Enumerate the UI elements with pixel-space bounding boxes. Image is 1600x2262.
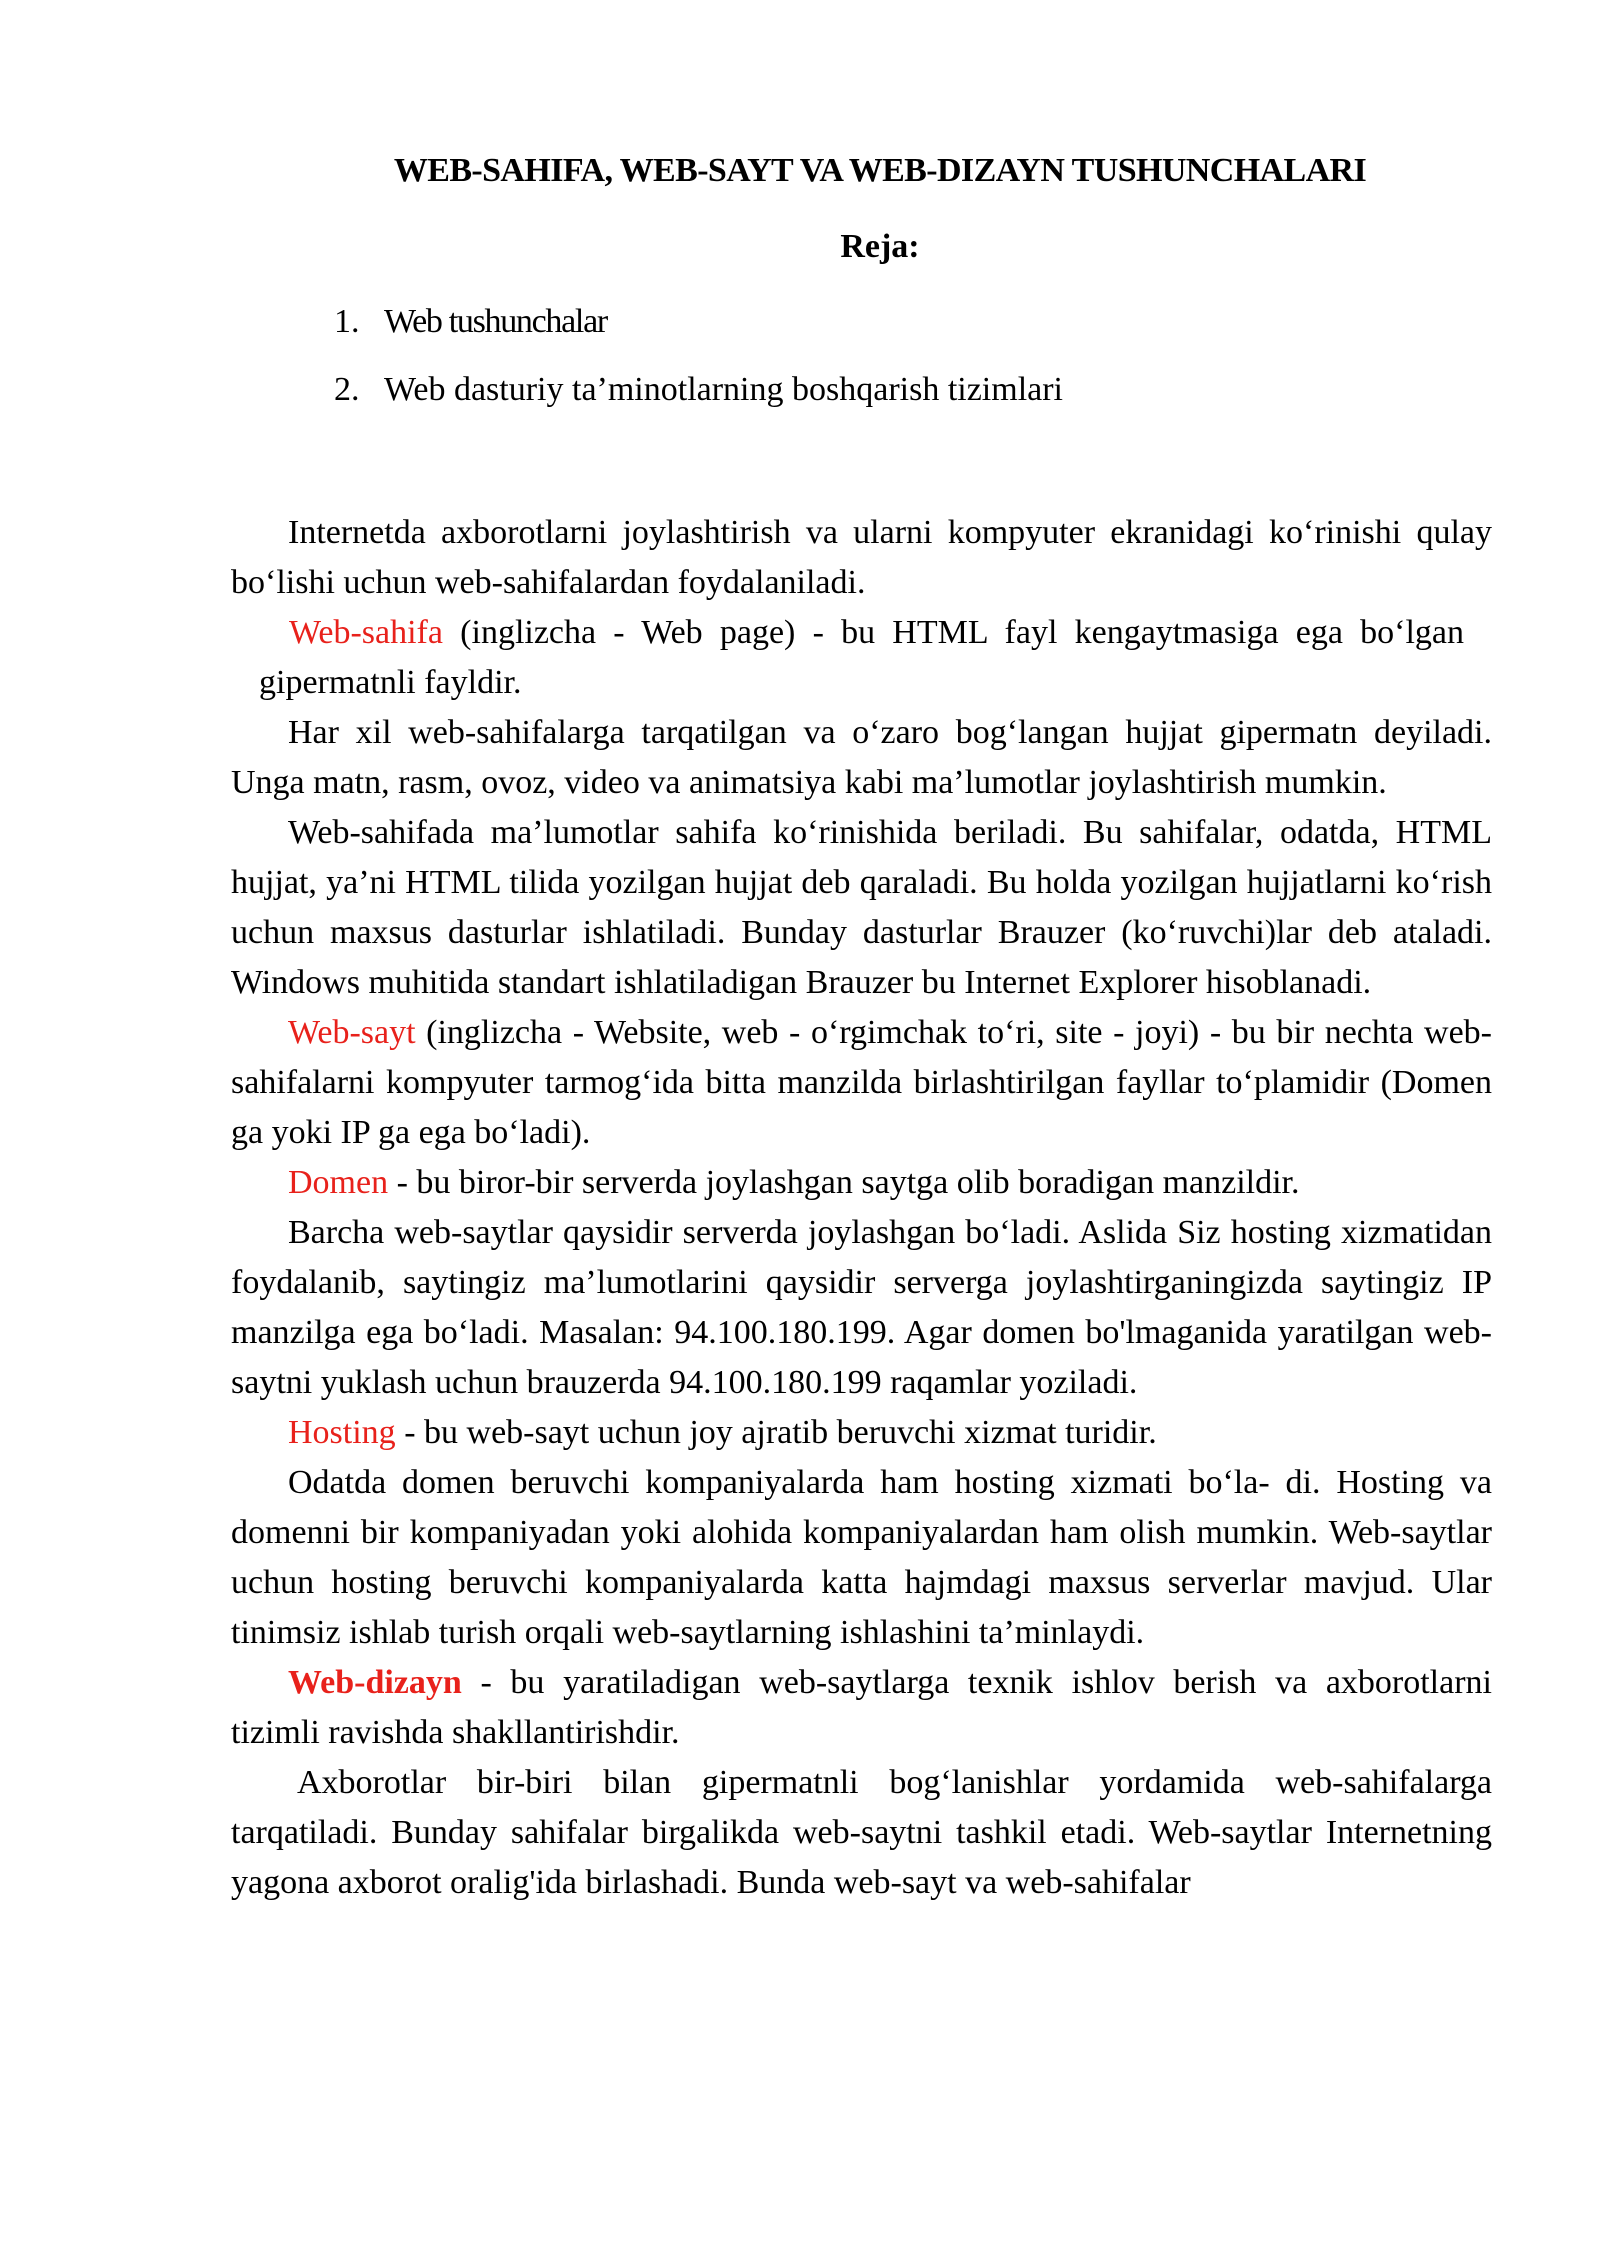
term-domain: Domen xyxy=(288,1164,389,1201)
term-web-page: Web-sahifa xyxy=(289,614,443,651)
definition-hosting: - bu web-sayt uchun joy ajratib beruvchi xizmat turidir. xyxy=(395,1414,1157,1451)
paragraph-web-site xyxy=(231,1008,1492,1158)
term-web-design: Web-dizayn xyxy=(288,1664,462,1701)
paragraph-domain xyxy=(231,1158,1492,1208)
definition-domain: - bu biror-bir serverda joylashgan saytga olib boradigan manzildir. xyxy=(388,1164,1300,1201)
paragraph-browser: Web-sahifada ma’lumotlar sahifa ko‘rinishida beriladi. Bu sahifalar, odatda, HTML hujjat, ya’ni HTML tilida yozilgan hujjat deb qaraladi. Bu holda yozilgan hujjatlarni ko‘rish uchun maxsus dasturlar ishlatiladi. Bunday dasturlar Brauzer (ko‘ruvchi)lar deb ataladi. Windows muhitida standart ishlatiladigan Brauzer bu Internet Explorer hisoblanadi. xyxy=(231,814,1492,1001)
paragraph-intro: Internetda axborotlarni joylashtirish va ularni kompyuter ekranidagi ko‘rinishi qulay bo‘lishi uchun web-sahifalardan foydalaniladi. xyxy=(231,514,1492,601)
plan-item xyxy=(334,368,1063,436)
definition-web-site: (inglizcha - Website, web - o‘rgimchak to‘ri, site - joyi) - bu bir nechta web-sahifalarni kompyuter tarmog‘ida bitta manzilda birlashtirilgan fayllar to‘plamidir (Domen ga yoki IP ga ega bo‘ladi). xyxy=(231,1014,1492,1151)
paragraph-hosting-companies: Odatda domen beruvchi kompaniyalarda ham hosting xizmati bo‘la- di. Hosting va domenni bir kompaniyadan yoki alohida kompaniyalardan ham olish mumkin. Web-saytlar uchun hosting beruvchi kompaniyalarda katta hajmdagi maxsus serverlar mavjud. Ular tinimsiz ishlab turish orqali web-saytlarning ishlashini ta’minlaydi. xyxy=(231,1464,1492,1651)
paragraph-hosting xyxy=(231,1408,1492,1458)
paragraph-closing: Axborotlar bir-biri bilan gipermatnli bog‘lanishlar yordamida web-sahifalarga tarqatiladi. Bunday sahifalar birgalikda web-saytni tashkil etadi. Web-saytlar Internetning yagona axborot oralig'ida birlashadi. Bunda web-sayt va web-sahifalar xyxy=(231,1764,1492,1901)
plan-item xyxy=(334,300,1063,368)
term-hosting: Hosting xyxy=(288,1414,396,1451)
plan-item-text: Web dasturiy ta’minotlarning boshqarish tizimlari xyxy=(384,371,1064,408)
paragraph-hypertext: Har xil web-sahifalarga tarqatilgan va o‘zaro bog‘langan hujjat gipermatn deyiladi. Unga matn, rasm, ovoz, video va animatsiya kabi ma’lumotlar joylashtirish mumkin. xyxy=(231,714,1492,801)
definition-web-design: - bu yaratiladigan web-saytlarga texnik ishlov berish va axborotlarni tizimli ravishda shakllantirishdir. xyxy=(231,1664,1492,1751)
term-web-site: Web-sayt xyxy=(288,1014,416,1051)
document-title: WEB-SAHIFA, WEB-SAYT VA WEB-DIZAYN TUSHUNCHALARI xyxy=(393,152,1367,189)
plan-item-text: Web tushunchalar xyxy=(384,303,607,340)
plan-item-number: 1. xyxy=(334,303,360,340)
paragraph-web-page xyxy=(231,608,1492,708)
paragraph-web-design xyxy=(231,1658,1492,1758)
plan-list xyxy=(334,300,1063,436)
document-body xyxy=(231,508,1492,1908)
plan-heading: Reja: xyxy=(840,228,920,265)
paragraph-servers: Barcha web-saytlar qaysidir serverda joylashgan bo‘ladi. Aslida Siz hosting xizmatidan foydalanib, saytingiz ma’lumotlarini qaysidir serverga joylashtirganingizda saytingiz IP manzilga ega bo‘ladi. Masalan: 94.100.180.199. Agar domen bo'lmaganida yaratilgan web-saytni yuklash uchun brauzerda 94.100.180.199 raqamlar yoziladi. xyxy=(231,1214,1492,1401)
plan-item-number: 2. xyxy=(334,371,360,408)
definition-web-page: (inglizcha - Web page) - bu HTML fayl kengaytmasiga ega bo‘lgan gipermatnli fayldir. xyxy=(259,614,1464,701)
